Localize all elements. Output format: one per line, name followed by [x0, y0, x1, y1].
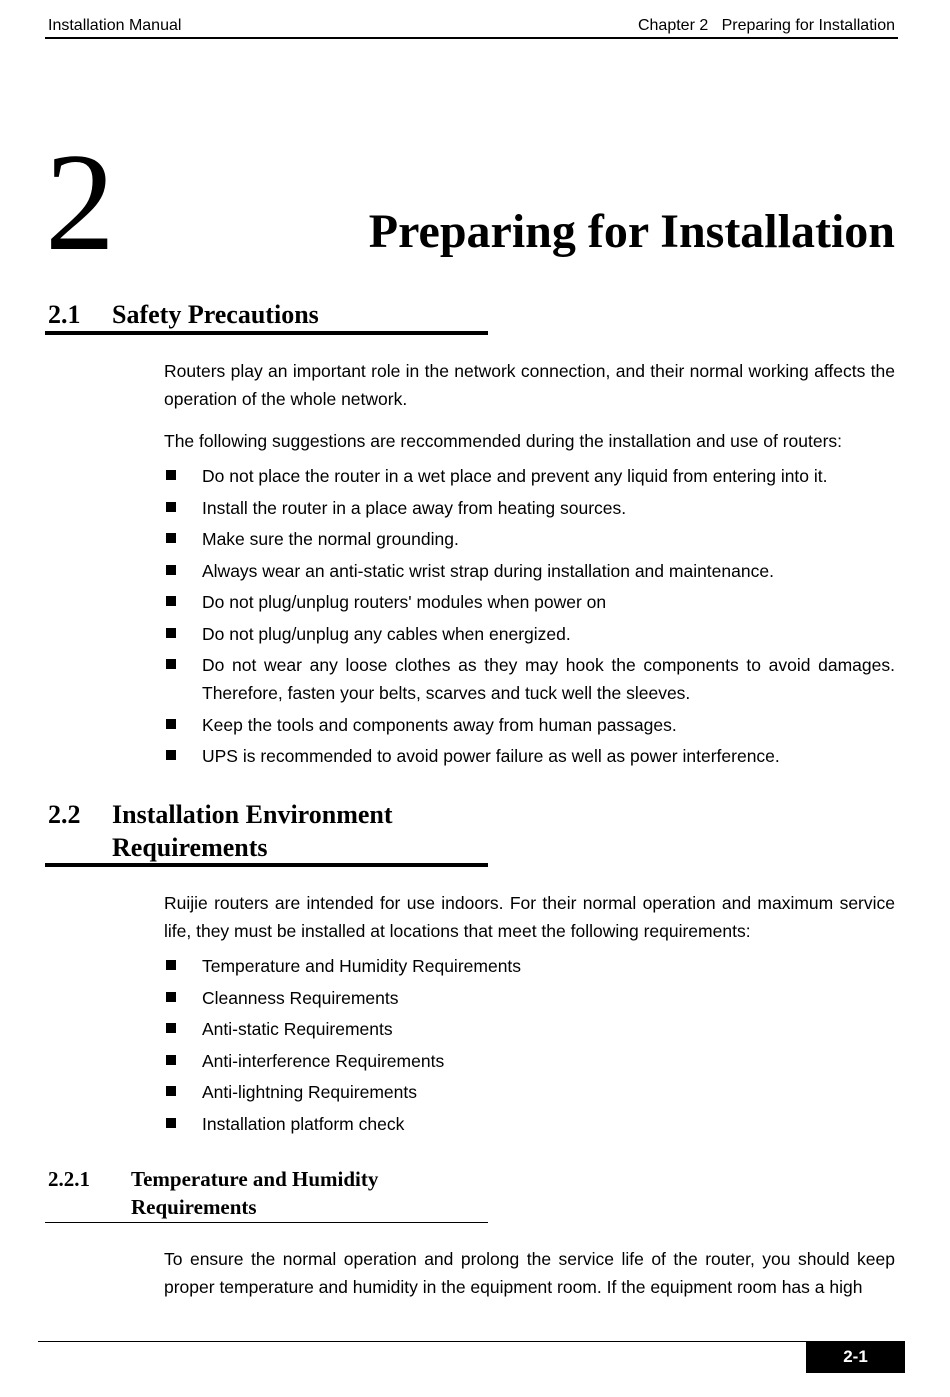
- square-bullet-icon: [166, 960, 176, 970]
- square-bullet-icon: [166, 565, 176, 575]
- square-bullet-icon: [166, 470, 176, 480]
- square-bullet-icon: [166, 992, 176, 1002]
- square-bullet-icon: [166, 750, 176, 760]
- list-item: Temperature and Humidity Requirements: [164, 952, 895, 980]
- subsection-heading-2-2-1: [48, 1165, 488, 1221]
- square-bullet-icon: [166, 1086, 176, 1096]
- list-item: Cleanness Requirements: [164, 984, 895, 1012]
- list-item: Always wear an anti-static wrist strap during installation and maintenance.: [164, 557, 895, 585]
- chapter-title: Preparing for Installation: [368, 205, 895, 258]
- running-header-chapter: Chapter 2 Preparing for Installation: [637, 17, 895, 34]
- paragraph: Routers play an important role in the network connection, and their normal working affects the operation of the whole network.: [164, 361, 895, 409]
- list-item: UPS is recommended to avoid power failure as well as power interference.: [164, 742, 895, 770]
- list-item: Anti-interference Requirements: [164, 1047, 895, 1075]
- square-bullet-icon: [166, 659, 176, 669]
- subsection-divider: [45, 1222, 488, 1223]
- section-heading-2-1: [48, 298, 488, 331]
- list-item: Make sure the normal grounding.: [164, 525, 895, 553]
- list-item: Installation platform check: [164, 1110, 895, 1138]
- square-bullet-icon: [166, 1023, 176, 1033]
- section-divider: [45, 331, 488, 335]
- square-bullet-icon: [166, 533, 176, 543]
- paragraph: The following suggestions are reccommended during the installation and use of routers:: [164, 431, 843, 451]
- square-bullet-icon: [166, 719, 176, 729]
- chapter-number: 2: [45, 125, 115, 280]
- section-number: 2.1: [48, 300, 81, 329]
- section-title: Installation Environment Requirements: [112, 800, 393, 862]
- list-item: Anti-static Requirements: [164, 1015, 895, 1043]
- section-title: Safety Precautions: [112, 300, 319, 329]
- list-item: Anti-lightning Requirements: [164, 1078, 895, 1106]
- list-item: Do not wear any loose clothes as they may hook the components to avoid damages. Therefore, fasten your belts, scarves and tuck well the sleeves.: [164, 651, 895, 707]
- section-divider: [45, 863, 488, 867]
- list-item: Keep the tools and components away from human passages.: [164, 711, 895, 739]
- section-heading-2-2: [48, 798, 488, 864]
- square-bullet-icon: [166, 1118, 176, 1128]
- footer-divider: [38, 1341, 905, 1342]
- paragraph: To ensure the normal operation and prolong the service life of the router, you should keep proper temperature and humidity in the equipment room. If the equipment room has a high: [164, 1249, 895, 1297]
- header-divider: [45, 37, 898, 39]
- running-header-title: Installation Manual: [48, 17, 182, 34]
- list-item: Install the router in a place away from heating sources.: [164, 494, 895, 522]
- list-item: Do not plug/unplug routers' modules when power on: [164, 588, 895, 616]
- square-bullet-icon: [166, 1055, 176, 1065]
- page-number: 2-1: [806, 1341, 905, 1373]
- list-item: Do not place the router in a wet place and prevent any liquid from entering into it.: [164, 462, 895, 490]
- subsection-number: 2.2.1: [48, 1167, 90, 1191]
- paragraph: Ruijie routers are intended for use indoors. For their normal operation and maximum service life, they must be installed at locations that meet the following requirements:: [164, 893, 895, 941]
- section-number: 2.2: [48, 800, 81, 829]
- square-bullet-icon: [166, 502, 176, 512]
- subsection-title: Temperature and Humidity Requirements: [131, 1167, 379, 1219]
- list-item: Do not plug/unplug any cables when energized.: [164, 620, 895, 648]
- square-bullet-icon: [166, 628, 176, 638]
- bullet-list-safety: [164, 462, 895, 774]
- bullet-list-environment: [164, 952, 895, 1141]
- square-bullet-icon: [166, 596, 176, 606]
